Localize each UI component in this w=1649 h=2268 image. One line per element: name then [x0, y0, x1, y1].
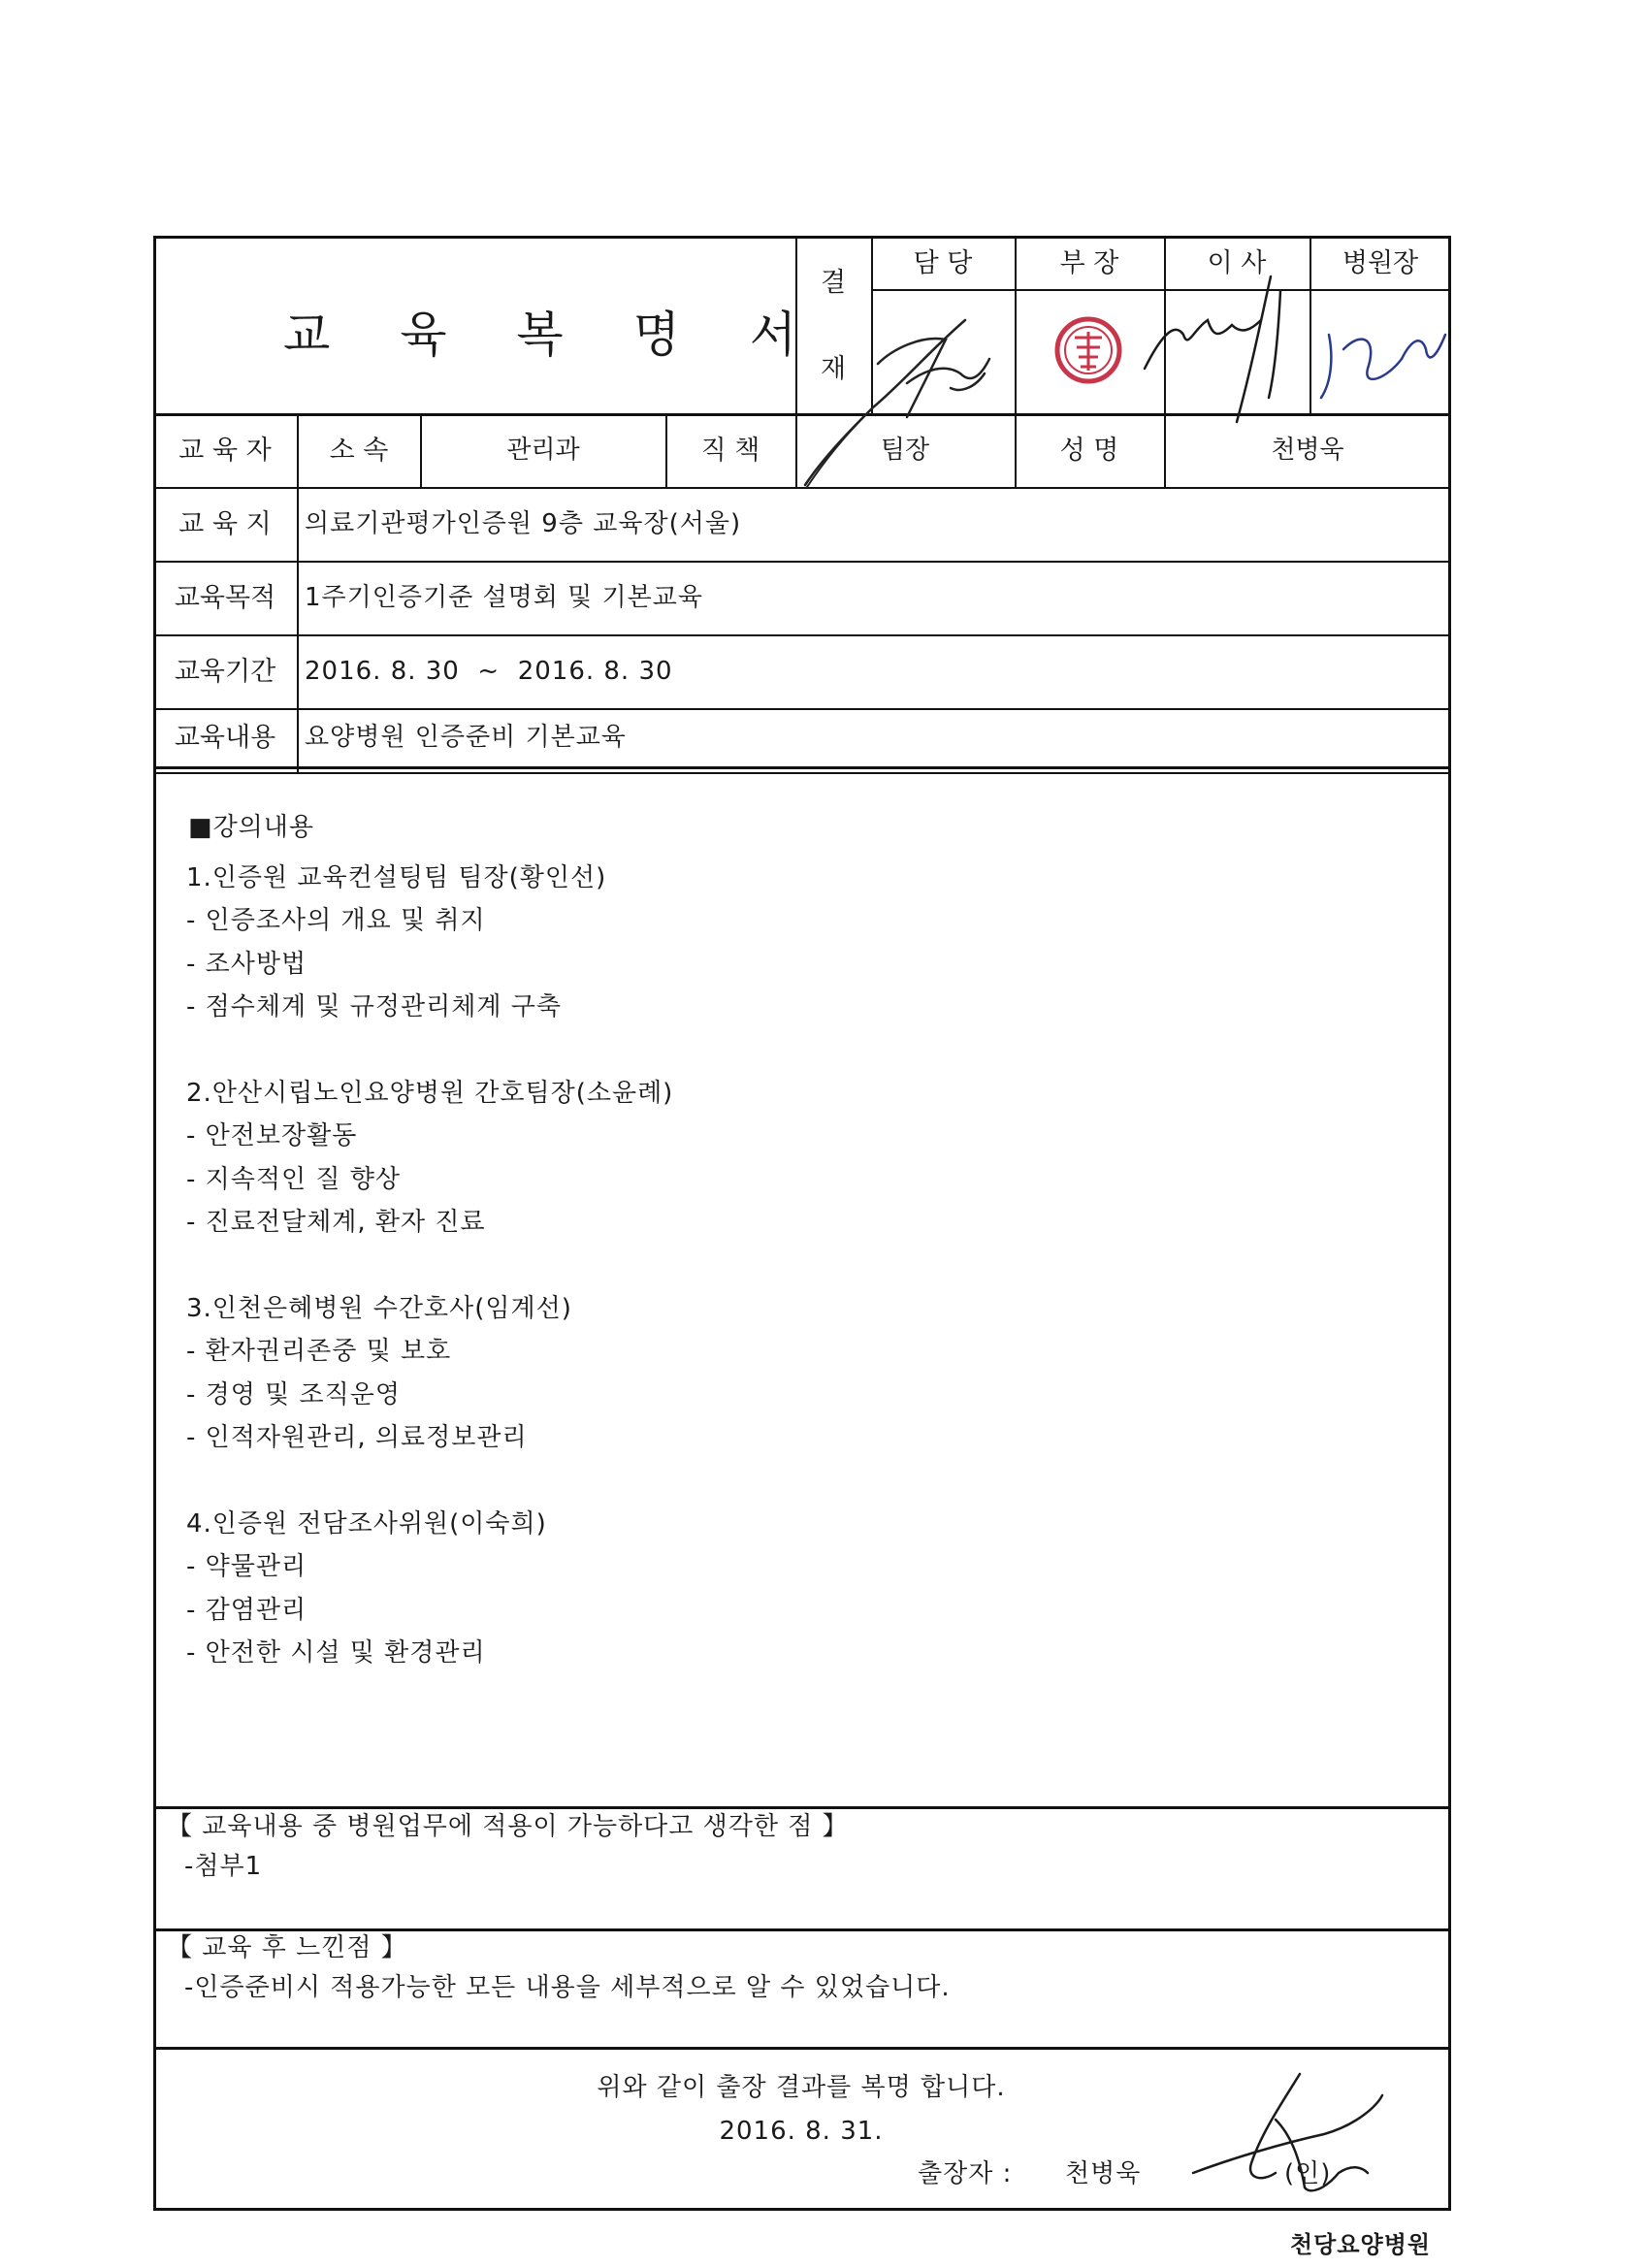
organization-name: 천당요양병원 — [1290, 2231, 1432, 2258]
lecture-line: - 점수체계 및 규정관리체계 구축 — [186, 992, 562, 1022]
content-value: 요양병원 인증준비 기본교육 — [305, 723, 627, 752]
approver-hospital-head: 병원장 — [1342, 248, 1419, 278]
position-label: 직 책 — [700, 436, 760, 466]
signature-traveler — [1193, 2074, 1382, 2190]
lecture-line: - 경영 및 조직운영 — [186, 1379, 401, 1409]
impressions-text: -인증준비시 적용가능한 모든 내용을 세부적으로 알 수 있었습니다. — [184, 1973, 951, 2002]
lecture-line: 2.안산시립노인요양병원 간호팀장(소윤례) — [186, 1078, 674, 1108]
applicable-heading: 【 교육내용 중 병원업무에 적용이 가능하다고 생각한 점 】 — [167, 1812, 849, 1841]
document-title: 교 육 복 명 서 — [283, 307, 824, 363]
seal-stamp-manager — [1057, 319, 1119, 381]
lecture-line: - 지속적인 질 향상 — [186, 1164, 401, 1194]
lecture-line: - 조사방법 — [186, 949, 307, 979]
location-value: 의료기관평가인증원 9층 교육장(서울) — [305, 509, 742, 538]
lecture-line: - 인적자원관리, 의료정보관리 — [186, 1423, 528, 1453]
applicable-text: -첨부1 — [184, 1852, 263, 1881]
seal-mark: (인) — [1284, 2159, 1332, 2188]
footer-statement: 위와 같이 출장 결과를 복명 합니다. — [597, 2073, 1006, 2102]
lecture-line: - 약물관리 — [186, 1552, 307, 1582]
lecture-line: 1.인증원 교육컨설팅팀 팀장(황인선) — [186, 863, 607, 892]
lecture-line: - 환자권리존중 및 보호 — [186, 1337, 452, 1367]
footer-date: 2016. 8. 31. — [719, 2117, 884, 2146]
name-label: 성 명 — [1059, 436, 1119, 466]
approval-label-bottom: 재 — [820, 354, 847, 384]
affiliation-value: 관리과 — [506, 436, 580, 465]
approval-label-top: 결 — [820, 268, 847, 298]
affiliation-label: 소 속 — [329, 436, 389, 466]
purpose-value: 1주기인증기준 설명회 및 기본교육 — [305, 583, 703, 612]
lecture-line: - 감염관리 — [186, 1595, 307, 1625]
lecture-line: - 안전보장활동 — [186, 1121, 358, 1151]
position-value: 팀장 — [880, 436, 930, 465]
lecture-line: 4.인증원 전담조사위원(이숙희) — [186, 1508, 547, 1539]
impressions-heading: 【 교육 후 느낀점 】 — [167, 1933, 407, 1962]
signature-hospital-head — [1321, 335, 1445, 398]
lecture-line: 3.인천은혜병원 수간호사(임계선) — [186, 1293, 572, 1323]
signature-director — [1145, 276, 1280, 422]
trainee-label: 교 육 자 — [178, 436, 272, 466]
content-label: 교육내용 — [174, 723, 276, 753]
signature-position-cell — [807, 407, 873, 487]
name-value: 천병욱 — [1271, 436, 1344, 465]
location-label: 교 육 지 — [178, 509, 272, 539]
purpose-label: 교육목적 — [174, 583, 276, 613]
lecture-line: - 진료전달체계, 환자 진료 — [186, 1208, 486, 1238]
period-value: 2016. 8. 30 ~ 2016. 8. 30 — [305, 657, 673, 686]
lecture-heading: ■강의내용 — [188, 813, 315, 842]
approver-manager: 부 장 — [1059, 248, 1119, 278]
approver-staff: 담 당 — [913, 248, 973, 278]
traveler-name: 천병욱 — [1065, 2159, 1142, 2188]
signature-staff — [805, 320, 989, 485]
lecture-line: - 안전한 시설 및 환경관리 — [186, 1638, 486, 1669]
traveler-label: 출장자 : — [918, 2159, 1013, 2188]
lecture-line: - 인증조사의 개요 및 취지 — [186, 906, 486, 936]
period-label: 교육기간 — [174, 657, 276, 687]
approver-director: 이 사 — [1207, 248, 1267, 278]
